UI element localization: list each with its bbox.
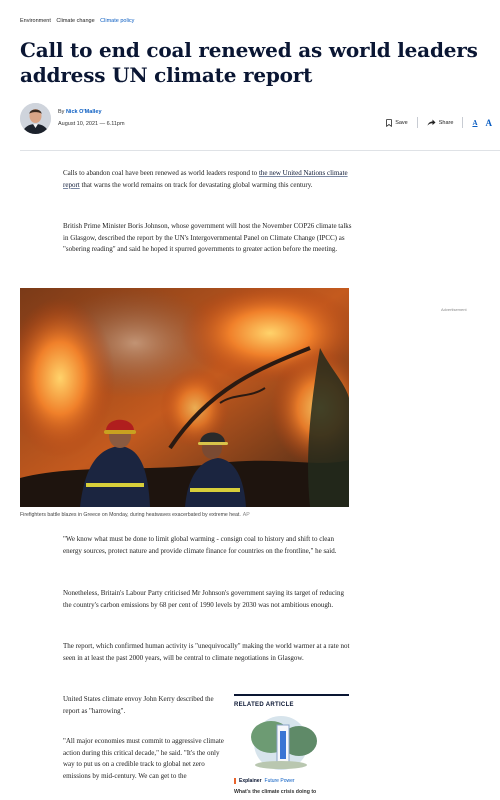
caption-text: Firefighters battle blazes in Greece on Monday, during heatwaves exacerbated by extreme heat. [20, 512, 241, 518]
byline [58, 109, 102, 115]
save-button[interactable] [386, 119, 408, 127]
ipcc-report-link[interactable]: the new United Nations climate report [63, 169, 348, 189]
photo-caption [20, 512, 250, 518]
related-article-headline[interactable]: What's the climate crisis doing to [234, 789, 317, 795]
article-paragraph: Nonetheless, Britain's Labour Party criticised Mr Johnson's government saying its target of reducing the country's carbon emissions by 68 per cent of 1990 levels by 2030 was not ambitious enough. [63, 589, 344, 609]
save-label: Save [395, 119, 408, 126]
related-article-series[interactable]: Future Power [264, 778, 295, 784]
article-paragraph: United States climate envoy John Kerry described the report as "harrowing". [63, 695, 214, 715]
font-size-decrease-button[interactable]: A [472, 118, 478, 127]
related-article-card[interactable] [234, 694, 349, 795]
explainer-marker [234, 778, 236, 784]
breadcrumb [20, 18, 138, 24]
related-article-heading: RELATED ARTICLE [234, 702, 294, 708]
article-paragraph: British Prime Minister Boris Johnson, whose government will host the November COP26 climate talks in Glasgow, described the report by the UN's Intergovernmental Panel on Climate Change (IPCC) as "sobering reading" and said he hoped it spurred governments to greater action before the meeting. [63, 222, 352, 253]
related-article-image[interactable] [237, 715, 325, 771]
paragraph-text: Calls to abandon coal have been renewed as world leaders respond to [63, 169, 259, 177]
related-article-kind: Explainer [239, 778, 262, 784]
share-arrow-icon [427, 119, 436, 126]
article-toolbar [386, 117, 492, 128]
advertisement-label: Advertisement [441, 307, 467, 312]
author-link[interactable]: Nick O'Malley [65, 109, 102, 115]
author-avatar[interactable] [20, 103, 51, 134]
article-paragraph [63, 168, 353, 191]
share-label: Share [438, 119, 454, 126]
bookmark-icon [386, 119, 392, 127]
article-headline: Call to end coal renewed as world leaders address UN climate report [20, 38, 478, 87]
article-paragraph: "We know what must be done to limit global warming - consign coal to history and shift to clean energy sources, protect nature and provide climate finance for countries on the frontline," he said. [63, 535, 337, 555]
paragraph-text: that warns the world remains on track for devastating global warming this century. [79, 180, 313, 189]
header-divider [20, 150, 500, 151]
breadcrumb-environment[interactable]: Environment [20, 18, 51, 24]
article-photo [20, 288, 349, 507]
toolbar-divider [462, 117, 463, 128]
font-size-increase-button[interactable]: A [485, 117, 492, 128]
byline-prefix: By [58, 109, 65, 115]
publish-date: August 10, 2021 — 6.11pm [58, 121, 125, 127]
related-article-meta [234, 778, 349, 784]
article-paragraph: The report, which confirmed human activity is "unequivocally" making the world warmer at a rate not seen in at least the past 2000 years, will be central to climate negotiations in Glasgow. [63, 642, 350, 662]
article-paragraph: "All major economies must commit to aggressive climate action during this critical decade," he said. "It's the only way to put us on a credible track to global net zero emissions by mid-century. We can get to the [63, 737, 224, 780]
share-button[interactable] [427, 119, 454, 126]
breadcrumb-climate-policy[interactable]: Climate policy [100, 18, 135, 24]
photo-credit: AP [242, 512, 250, 518]
breadcrumb-climate-change[interactable]: Climate change [56, 18, 95, 24]
toolbar-divider [417, 117, 418, 128]
